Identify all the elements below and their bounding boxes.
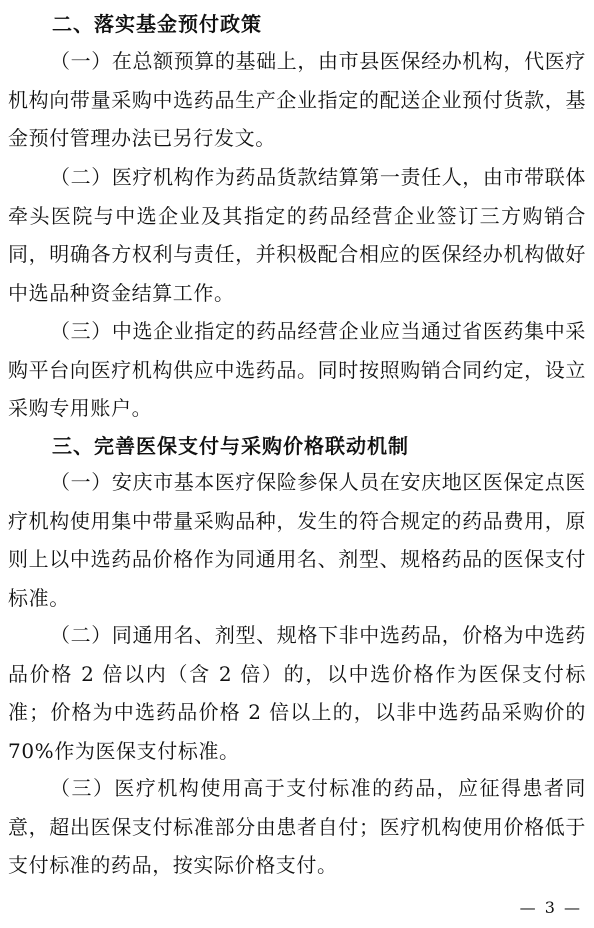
paragraph-2-1: （一）在总额预算的基础上，由市县医保经办机构，代医疗机构向带量采购中选药品生产企业指定的配送企业预付货款，基金预付管理办法已另行发文。 — [8, 49, 586, 150]
paragraph-3-3: （三）医疗机构使用高于支付标准的药品，应征得患者同意，超出医保支付标准部分由患者自付；医疗机构使用价格低于支付标准的药品，按实际价格支付。 — [8, 776, 586, 877]
section-heading-2: 二、落实基金预付政策 — [52, 12, 262, 36]
section-heading-3: 三、完善医保支付与采购价格联动机制 — [52, 434, 409, 458]
paragraph-2-2: （二）医疗机构作为药品货款结算第一责任人，由市带联体牵头医院与中选企业及其指定的药品经营企业签订三方购销合同，明确各方权利与责任，并积极配合相应的医保经办机构做好中选品种资金结算工作。 — [8, 165, 586, 305]
page-number: — 3 — — [519, 898, 582, 917]
paragraph-2-3: （三）中选企业指定的药品经营企业应当通过省医药集中采购平台向医疗机构供应中选药品。同时按照购销合同约定，设立采购专用账户。 — [8, 319, 586, 420]
paragraph-3-1: （一）安庆市基本医疗保险参保人员在安庆地区医保定点医疗机构使用集中带量采购品种，发生的符合规定的药品费用，原则上以中选药品价格作为同通用名、剂型、规格药品的医保支付标准。 — [8, 470, 586, 610]
paragraph-3-2: （二）同通用名、剂型、规格下非中选药品，价格为中选药品价格 2 倍以内（含 2 倍）的，以中选价格作为医保支付标准；价格为中选药品价格 2 倍以上的，以非中选药品采购价的 70%作为医保支付标准。 — [8, 623, 586, 763]
